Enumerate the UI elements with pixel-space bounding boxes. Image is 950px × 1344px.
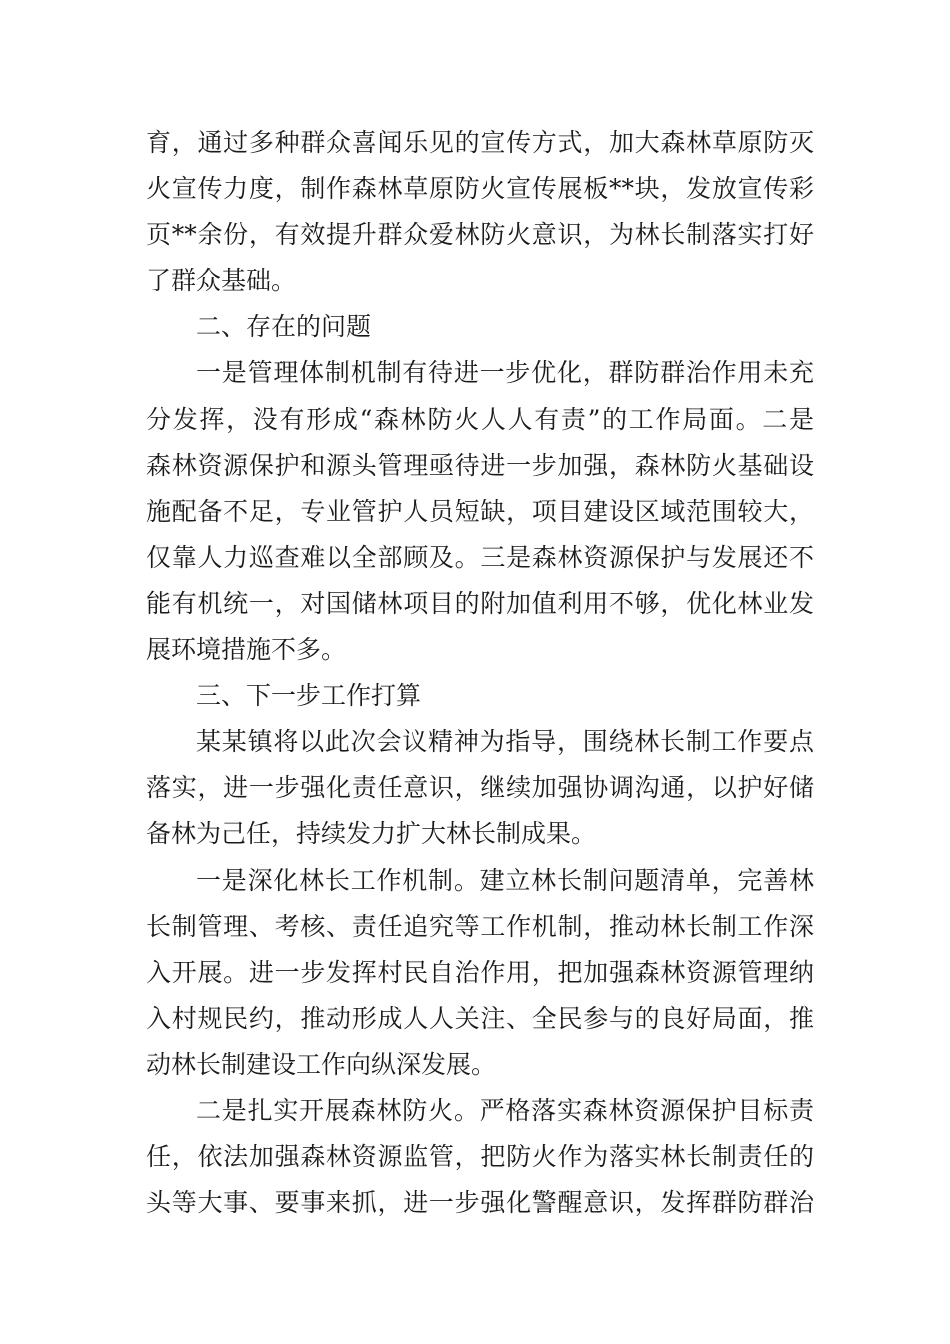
text-line: 入开展。进一步发挥村民自治作用，把加强森林资源管理纳 xyxy=(146,957,814,987)
text-line: 了群众基础。 xyxy=(146,266,297,296)
text-line: 头等大事、要事来抓，进一步强化警醒意识，发挥群防群治 xyxy=(146,1188,814,1218)
paragraph-plan-intro xyxy=(146,719,814,857)
text-line: 火宣传力度，制作森林草原防火宣传展板**块，发放宣传彩 xyxy=(146,174,814,204)
text-line: 动林长制建设工作向纵深发展。 xyxy=(146,1049,497,1079)
text-line: 入村规民约，推动形成人人关注、全民参与的良好局面，推 xyxy=(146,1003,814,1033)
text-line: 落实，进一步强化责任意识，继续加强协调沟通，以护好储 xyxy=(146,773,814,803)
section-heading-next-steps: 三、下一步工作打算 xyxy=(196,681,422,711)
text-line: 备林为己任，持续发力扩大林长制成果。 xyxy=(146,819,597,849)
text-line: 仅靠人力巡查难以全部顾及。三是森林资源保护与发展还不 xyxy=(146,542,814,572)
document-body xyxy=(146,120,814,1226)
text-line: 能有机统一，对国储林项目的附加值利用不够，优化林业发 xyxy=(146,588,814,618)
text-line: 育，通过多种群众喜闻乐见的宣传方式，加大森林草原防灭 xyxy=(146,128,814,157)
text-line: 任，依法加强森林资源监管，把防火作为落实林长制责任的 xyxy=(146,1142,814,1172)
text-line: 一是管理体制机制有待进一步优化，群防群治作用未充 xyxy=(196,358,814,388)
section-heading-problems: 二、存在的问题 xyxy=(196,312,372,342)
text-line: 二是扎实开展森林防火。严格落实森林资源保护目标责 xyxy=(196,1095,814,1125)
text-line: 展环境措施不多。 xyxy=(146,635,347,665)
paragraph-fire-prevention xyxy=(146,1088,814,1226)
text-line: 分发挥，没有形成“森林防火人人有责”的工作局面。二是 xyxy=(146,404,814,434)
text-line: 一是深化林长工作机制。建立林长制问题清单，完善林 xyxy=(196,865,814,895)
text-line: 施配备不足，专业管护人员短缺，项目建设区域范围较大， xyxy=(146,496,814,526)
text-line: 长制管理、考核、责任追究等工作机制，推动林长制工作深 xyxy=(146,911,814,941)
text-line: 某某镇将以此次会议精神为指导，围绕林长制工作要点 xyxy=(196,727,814,757)
text-line: 森林资源保护和源头管理亟待进一步加强，森林防火基础设 xyxy=(146,450,814,480)
paragraph-outreach xyxy=(146,120,814,304)
paragraph-mechanism xyxy=(146,858,814,1088)
paragraph-problems xyxy=(146,350,814,673)
text-line: 页**余份，有效提升群众爱林防火意识，为林长制落实打好 xyxy=(146,220,814,250)
